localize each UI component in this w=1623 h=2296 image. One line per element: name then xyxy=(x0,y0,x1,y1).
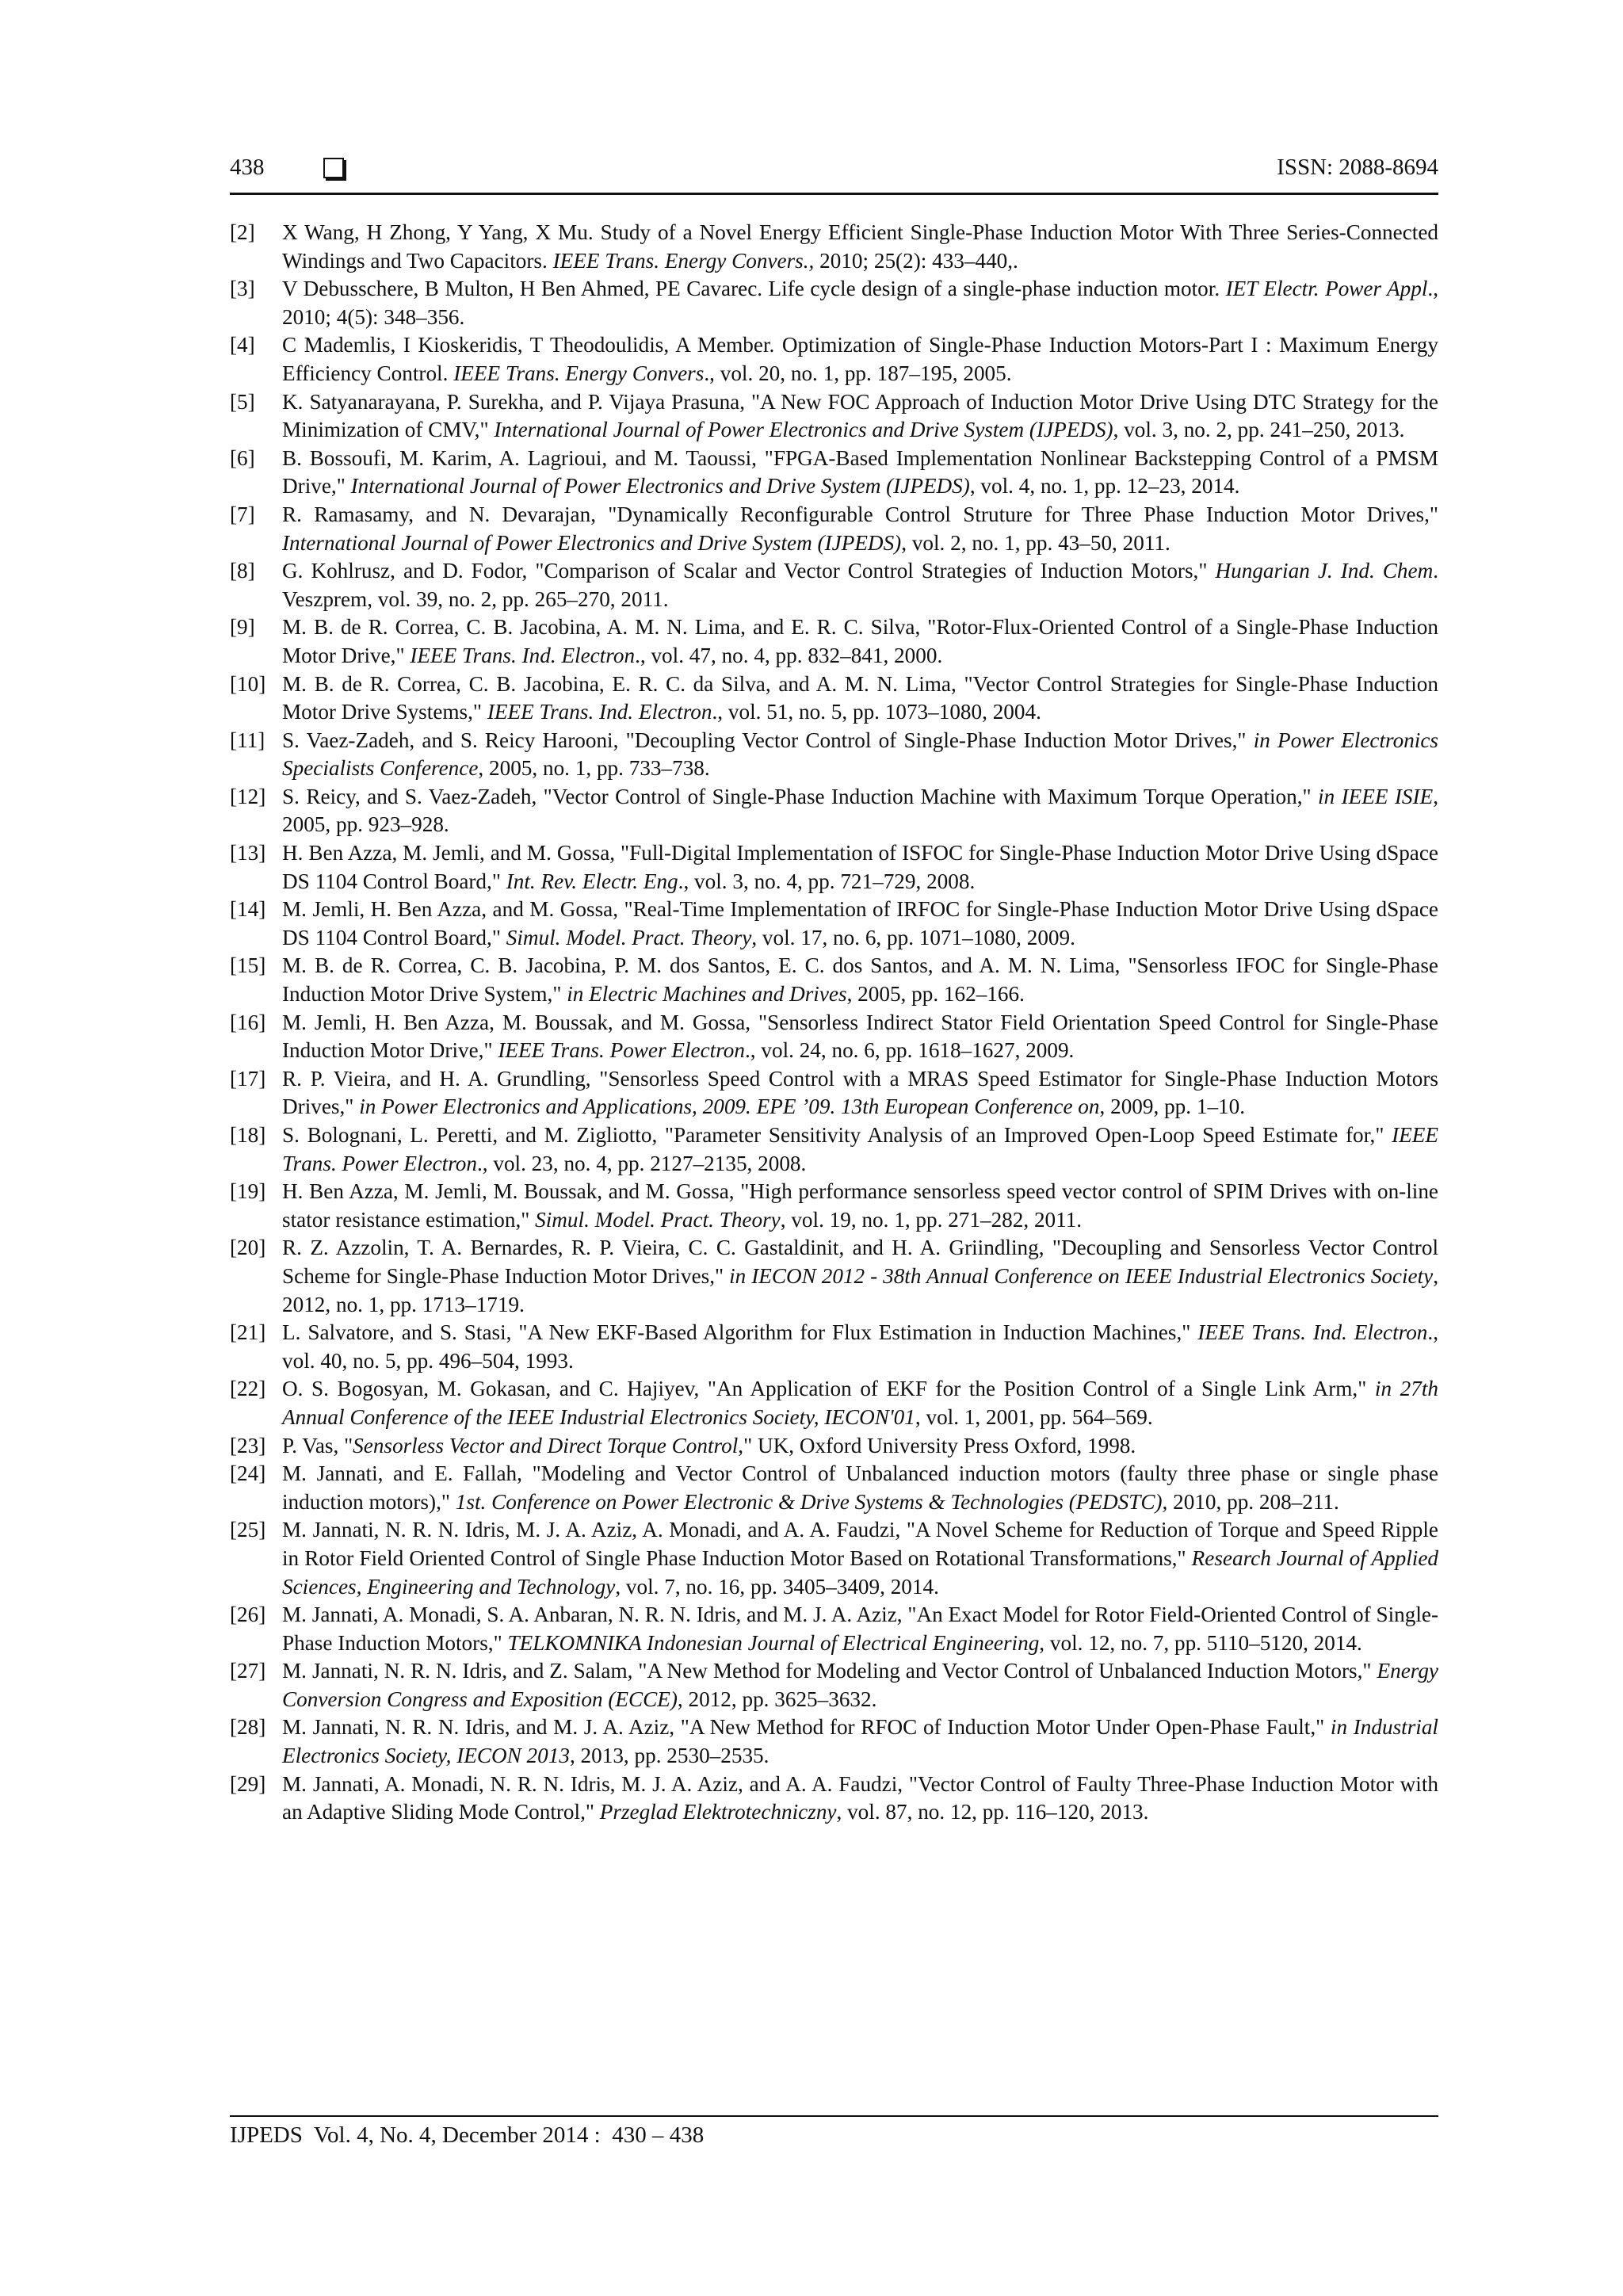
reference-item xyxy=(230,727,1438,783)
reference-venue: in Power Electronics and Applications, 2009. EPE ’09. 13th European Conference on xyxy=(359,1095,1100,1119)
reference-venue: IEEE Trans. Ind. Electron xyxy=(410,643,636,667)
reference-number: [28] xyxy=(230,1715,266,1740)
reference-number: [3] xyxy=(230,277,255,301)
reference-text xyxy=(282,613,1438,670)
reference-authors-title: M. Jannati, A. Monadi, S. A. Anbaran, N. R. N. Idris, and M. J. A. Aziz, "An Exact Model for Rotor Field-Oriented Control of Single-Phase Induction Motors," xyxy=(282,1603,1438,1655)
reference-authors-title: X Wang, H Zhong, Y Yang, X Mu. Study of a Novel Energy Efficient Single-Phase Induction Motor With Three Series-Connected Windings and Two Capacitors. xyxy=(282,220,1438,273)
reference-details: , 2005, no. 1, pp. 733–738. xyxy=(478,756,710,781)
reference-text xyxy=(282,1432,1438,1461)
reference-authors-title: M. Jemli, H. Ben Azza, and M. Gossa, "Real-Time Implementation of IRFOC for Single-Phase Induction Motor Drive Using dSpace DS 1104 Control Board," xyxy=(282,897,1438,949)
reference-venue: IEEE Trans. Power Electron xyxy=(498,1038,745,1063)
page-header xyxy=(230,155,1438,194)
reference-item xyxy=(230,1065,1438,1121)
reference-details: ., vol. 20, no. 1, pp. 187–195, 2005. xyxy=(704,361,1012,385)
reference-item xyxy=(230,331,1438,388)
reference-number: [6] xyxy=(230,445,255,470)
reference-number: [20] xyxy=(230,1236,266,1260)
reference-details: ., vol. 23, no. 4, pp. 2127–2135, 2008. xyxy=(476,1151,807,1175)
reference-venue: Hungarian J. Ind. Chem xyxy=(1215,559,1434,583)
page-footer: IJPEDS Vol. 4, No. 4, December 2014 : 430 – 438 xyxy=(230,2122,705,2148)
reference-item xyxy=(230,1375,1438,1431)
reference-details: . Veszprem, vol. 39, no. 2, pp. 265–270, 2011. xyxy=(282,559,1438,611)
reference-text xyxy=(282,1516,1438,1601)
reference-list xyxy=(230,219,1438,1827)
issn-label: ISSN: 2088-8694 xyxy=(1277,155,1438,180)
reference-authors-title: M. Jannati, N. R. N. Idris, and M. J. A. Aziz, "A New Method for RFOC of Induction Motor Under Open-Phase Fault," xyxy=(282,1715,1331,1740)
reference-authors-title: M. Jannati, and E. Fallah, "Modeling and Vector Control of Unbalanced induction motors (faulty three phase or single phase induction motors)," xyxy=(282,1461,1438,1514)
reference-authors-title: C Mademlis, I Kioskeridis, T Theodoulidis, A Member. Optimization of Single-Phase Induction Motors-Part I : Maximum Energy Efficiency Control. xyxy=(282,333,1438,385)
reference-item xyxy=(230,1657,1438,1713)
reference-text xyxy=(282,331,1438,388)
reference-number: [17] xyxy=(230,1066,266,1091)
reference-authors-title: M. B. de R. Correa, C. B. Jacobina, A. M. N. Lima, and E. R. C. Silva, "Rotor-Flux-Oriented Control of a Single-Phase Induction Motor Drive," xyxy=(282,615,1438,667)
reference-text xyxy=(282,557,1438,613)
page-number: 438 xyxy=(230,155,265,180)
reference-item xyxy=(230,1319,1438,1375)
reference-text xyxy=(282,670,1438,727)
reference-authors-title: M. B. de R. Correa, C. B. Jacobina, E. R. C. da Silva, and A. M. N. Lima, "Vector Control Strategies for Single-Phase Induction Motor Drive Systems," xyxy=(282,671,1438,724)
reference-venue: in IEEE ISIE xyxy=(1318,784,1434,808)
reference-text xyxy=(282,1771,1438,1827)
reference-number: [10] xyxy=(230,671,266,696)
reference-text xyxy=(282,952,1438,1008)
reference-authors-title: P. Vas, " xyxy=(282,1433,353,1457)
reference-details: ., vol. 3, no. 4, pp. 721–729, 2008. xyxy=(678,869,976,893)
reference-text xyxy=(282,1601,1438,1657)
reference-item xyxy=(230,896,1438,952)
reference-item xyxy=(230,1009,1438,1065)
reference-authors-title: R. P. Vieira, and H. A. Grundling, "Sensorless Speed Control with a MRAS Speed Estimator for Single-Phase Induction Motors Drives," xyxy=(282,1066,1438,1119)
reference-venue: Simul. Model. Pract. Theory xyxy=(506,925,752,949)
reference-details: , 2013, pp. 2530–2535. xyxy=(569,1744,769,1768)
reference-details: ," UK, Oxford University Press Oxford, 1998. xyxy=(738,1433,1136,1457)
reference-details: , vol. 2, no. 1, pp. 43–50, 2011. xyxy=(901,530,1170,555)
reference-number: [24] xyxy=(230,1461,266,1486)
reference-details: , vol. 19, no. 1, pp. 271–282, 2011. xyxy=(780,1207,1083,1232)
reference-venue: Energy Conversion Congress and Exposition (ECCE) xyxy=(282,1659,1438,1711)
reference-venue: Int. Rev. Electr. Eng xyxy=(506,869,678,893)
reference-number: [13] xyxy=(230,841,266,865)
reference-venue: in Power Electronics Specialists Conference xyxy=(282,728,1439,781)
reference-text xyxy=(282,1657,1438,1713)
reference-number: [25] xyxy=(230,1518,266,1542)
reference-item xyxy=(230,1178,1438,1234)
reference-venue: IEEE Trans. Ind. Electron xyxy=(487,700,712,724)
reference-details: ., vol. 24, no. 6, pp. 1618–1627, 2009. xyxy=(744,1038,1075,1063)
reference-number: [22] xyxy=(230,1377,266,1401)
reference-item xyxy=(230,1234,1438,1319)
reference-authors-title: O. S. Bogosyan, M. Gokasan, and C. Hajiyev, "An Application of EKF for the Position Control of a Single Link Arm," xyxy=(282,1377,1375,1401)
reference-item xyxy=(230,1460,1438,1516)
reference-number: [29] xyxy=(230,1771,266,1796)
reference-number: [11] xyxy=(230,728,265,752)
reference-text xyxy=(282,1319,1438,1375)
reference-authors-title: S. Vaez-Zadeh, and S. Reicy Harooni, "Decoupling Vector Control of Single-Phase Induction Motor Drives," xyxy=(282,728,1254,752)
reference-authors-title: M. B. de R. Correa, C. B. Jacobina, P. M. dos Santos, E. C. dos Santos, and A. M. N. Lima, "Sensorless IFOC for Single-Phase Induction Motor Drive System," xyxy=(282,953,1438,1007)
reference-venue: in Electric Machines and Drives xyxy=(567,982,847,1007)
reference-authors-title: M. Jannati, N. R. N. Idris, M. J. A. Aziz, A. Monadi, and A. A. Faudzi, "A Novel Scheme for Reduction of Torque and Speed Ripple in Rotor Field Oriented Control of Single Phase Induction Motor Based on Rotational Transformations," xyxy=(282,1518,1438,1570)
reference-item xyxy=(230,1516,1438,1601)
reference-number: [15] xyxy=(230,953,266,978)
reference-number: [27] xyxy=(230,1659,266,1683)
reference-venue: International Journal of Power Electronics and Drive System (IJPEDS) xyxy=(494,418,1113,442)
reference-details: , 2009, pp. 1–10. xyxy=(1099,1095,1246,1119)
reference-item xyxy=(230,557,1438,613)
reference-item xyxy=(230,501,1438,557)
reference-venue: in IECON 2012 - 38th Annual Conference on IEEE Industrial Electronics Society xyxy=(729,1263,1434,1288)
reference-details: , 2012, pp. 3625–3632. xyxy=(677,1687,877,1711)
reference-item xyxy=(230,275,1438,331)
reference-authors-title: H. Ben Azza, M. Jemli, and M. Gossa, "Full-Digital Implementation of ISFOC for Single-Phase Induction Motor Drive Using dSpace DS 1104 Control Board," xyxy=(282,841,1438,893)
reference-details: , vol. 4, no. 1, pp. 12–23, 2014. xyxy=(969,474,1240,499)
reference-item xyxy=(230,839,1438,896)
reference-venue: in Industrial Electronics Society, IECON 2013 xyxy=(282,1715,1438,1768)
reference-details: , vol. 7, no. 16, pp. 3405–3409, 2014. xyxy=(615,1574,939,1599)
checkbox-square-icon xyxy=(323,158,344,178)
reference-authors-title: M. Jannati, N. R. N. Idris, and Z. Salam, "A New Method for Modeling and Vector Control of Unbalanced Induction Motors," xyxy=(282,1659,1377,1683)
reference-item xyxy=(230,1601,1438,1657)
reference-number: [7] xyxy=(230,502,255,526)
reference-text xyxy=(282,219,1438,275)
reference-authors-title: G. Kohlrusz, and D. Fodor, "Comparison of Scalar and Vector Control Strategies of Induction Motors," xyxy=(282,559,1216,583)
reference-text xyxy=(282,1065,1438,1121)
reference-venue: TELKOMNIKA Indonesian Journal of Electrical Engineering xyxy=(507,1630,1040,1655)
reference-venue: IET Electr. Power Appl xyxy=(1225,277,1428,301)
reference-item xyxy=(230,1432,1438,1461)
reference-item xyxy=(230,1121,1438,1178)
reference-text xyxy=(282,1121,1438,1178)
reference-text xyxy=(282,839,1438,896)
reference-number: [2] xyxy=(230,220,255,244)
reference-details: , vol. 87, no. 12, pp. 116–120, 2013. xyxy=(836,1800,1149,1824)
reference-number: [9] xyxy=(230,615,255,640)
reference-text xyxy=(282,1178,1438,1234)
reference-text xyxy=(282,727,1438,783)
reference-venue: IEEE Trans. Energy Convers., xyxy=(552,248,815,273)
reference-details: , 2005, pp. 923–928. xyxy=(282,784,1438,837)
reference-text xyxy=(282,1713,1438,1770)
reference-item xyxy=(230,952,1438,1008)
reference-venue: in 27th Annual Conference of the IEEE Industrial Electronics Society, IECON'01 xyxy=(282,1377,1439,1429)
reference-number: [5] xyxy=(230,389,255,414)
reference-item xyxy=(230,1771,1438,1827)
reference-venue: Przeglad Elektrotechniczny xyxy=(599,1800,837,1824)
reference-number: [4] xyxy=(230,333,255,357)
reference-text xyxy=(282,1375,1438,1431)
reference-venue: IEEE Trans. Power Electron xyxy=(282,1123,1438,1175)
reference-venue: Sensorless Vector and Direct Torque Control xyxy=(353,1433,739,1457)
reference-authors-title: S. Bolognani, L. Peretti, and M. Zigliotto, "Parameter Sensitivity Analysis of an Improved Open-Loop Speed Estimate for," xyxy=(282,1123,1392,1147)
reference-text xyxy=(282,501,1438,557)
reference-details: , vol. 1, 2001, pp. 564–569. xyxy=(915,1404,1153,1429)
reference-item xyxy=(230,1713,1438,1770)
reference-text xyxy=(282,1234,1438,1319)
reference-details: 2010; 25(2): 433–440,. xyxy=(814,248,1018,273)
header-rule xyxy=(230,193,1438,195)
reference-number: [18] xyxy=(230,1123,266,1147)
reference-venue: IEEE Trans. Energy Convers xyxy=(453,361,705,385)
reference-number: [21] xyxy=(230,1320,266,1345)
reference-venue: 1st. Conference on Power Electronic & Drive Systems & Technologies (PEDSTC), xyxy=(455,1489,1168,1514)
reference-details: ., vol. 51, no. 5, pp. 1073–1080, 2004. xyxy=(712,700,1041,724)
reference-text xyxy=(282,896,1438,952)
reference-authors-title: R. Ramasamy, and N. Devarajan, "Dynamically Reconfigurable Control Struture for Three Phase Induction Motor Drives," xyxy=(282,502,1438,526)
reference-authors-title: H. Ben Azza, M. Jemli, M. Boussak, and M. Gossa, "High performance sensorless speed vector control of SPIM Drives with on-line stator resistance estimation," xyxy=(282,1179,1438,1232)
reference-details: , 2005, pp. 162–166. xyxy=(846,982,1025,1007)
reference-venue: International Journal of Power Electronics and Drive System (IJPEDS) xyxy=(350,474,970,499)
reference-text xyxy=(282,783,1438,839)
reference-text xyxy=(282,275,1438,331)
reference-number: [14] xyxy=(230,897,266,922)
reference-venue: International Journal of Power Electronics and Drive System (IJPEDS) xyxy=(282,530,902,555)
reference-details: , 2012, no. 1, pp. 1713–1719. xyxy=(282,1263,1438,1316)
reference-authors-title: V Debusschere, B Multon, H Ben Ahmed, PE Cavarec. Life cycle design of a single-phase induction motor. xyxy=(282,277,1226,301)
reference-number: [26] xyxy=(230,1603,266,1627)
reference-text xyxy=(282,445,1438,501)
reference-number: [23] xyxy=(230,1433,266,1457)
reference-venue: IEEE Trans. Ind. Electron xyxy=(1197,1320,1428,1345)
reference-text xyxy=(282,1460,1438,1516)
reference-authors-title: S. Reicy, and S. Vaez-Zadeh, "Vector Control of Single-Phase Induction Machine with Maximum Torque Operation," xyxy=(282,784,1319,808)
reference-item xyxy=(230,613,1438,670)
reference-item xyxy=(230,219,1438,275)
reference-number: [12] xyxy=(230,784,266,808)
reference-details: , vol. 3, no. 2, pp. 241–250, 2013. xyxy=(1113,418,1405,442)
reference-details: ., 2010; 4(5): 348–356. xyxy=(282,277,1439,329)
reference-item xyxy=(230,388,1438,445)
reference-details: ., vol. 40, no. 5, pp. 496–504, 1993. xyxy=(282,1320,1438,1373)
footer-rule xyxy=(230,2115,1438,2117)
reference-item xyxy=(230,445,1438,501)
reference-authors-title: M. Jannati, A. Monadi, N. R. N. Idris, M. J. A. Aziz, and A. A. Faudzi, "Vector Control of Faulty Three-Phase Induction Motor with an Adaptive Sliding Mode Control," xyxy=(282,1771,1438,1824)
reference-venue: Research Journal of Applied Sciences, Engineering and Technology xyxy=(282,1545,1438,1599)
reference-text xyxy=(282,1009,1438,1065)
reference-item xyxy=(230,783,1438,839)
reference-details: , vol. 12, no. 7, pp. 5110–5120, 2014. xyxy=(1039,1630,1362,1655)
reference-authors-title: R. Z. Azzolin, T. A. Bernardes, R. P. Vieira, C. C. Gastaldinit, and H. A. Griindling, "Decoupling and Sensorless Vector Control Scheme for Single-Phase Induction Motor Drives," xyxy=(282,1236,1438,1288)
reference-details: ., vol. 47, no. 4, pp. 832–841, 2000. xyxy=(635,643,943,667)
reference-number: [19] xyxy=(230,1179,266,1204)
reference-number: [16] xyxy=(230,1010,266,1034)
reference-details: , vol. 17, no. 6, pp. 1071–1080, 2009. xyxy=(751,925,1075,949)
reference-authors-title: M. Jemli, H. Ben Azza, M. Boussak, and M. Gossa, "Sensorless Indirect Stator Field Orientation Speed Control for Single-Phase Induction Motor Drive," xyxy=(282,1010,1438,1063)
reference-item xyxy=(230,670,1438,727)
reference-venue: Simul. Model. Pract. Theory xyxy=(535,1207,781,1232)
reference-number: [8] xyxy=(230,559,255,583)
reference-details: 2010, pp. 208–211. xyxy=(1167,1489,1339,1514)
reference-authors-title: L. Salvatore, and S. Stasi, "A New EKF-Based Algorithm for Flux Estimation in Induction Machines," xyxy=(282,1320,1198,1345)
reference-authors-title: B. Bossoufi, M. Karim, A. Lagrioui, and M. Taoussi, "FPGA-Based Implementation Nonlinear Backstepping Control of a PMSM Drive," xyxy=(282,445,1438,499)
reference-text xyxy=(282,388,1438,445)
reference-authors-title: K. Satyanarayana, P. Surekha, and P. Vijaya Prasuna, "A New FOC Approach of Induction Motor Drive Using DTC Strategy for the Minimization of CMV," xyxy=(282,389,1438,442)
